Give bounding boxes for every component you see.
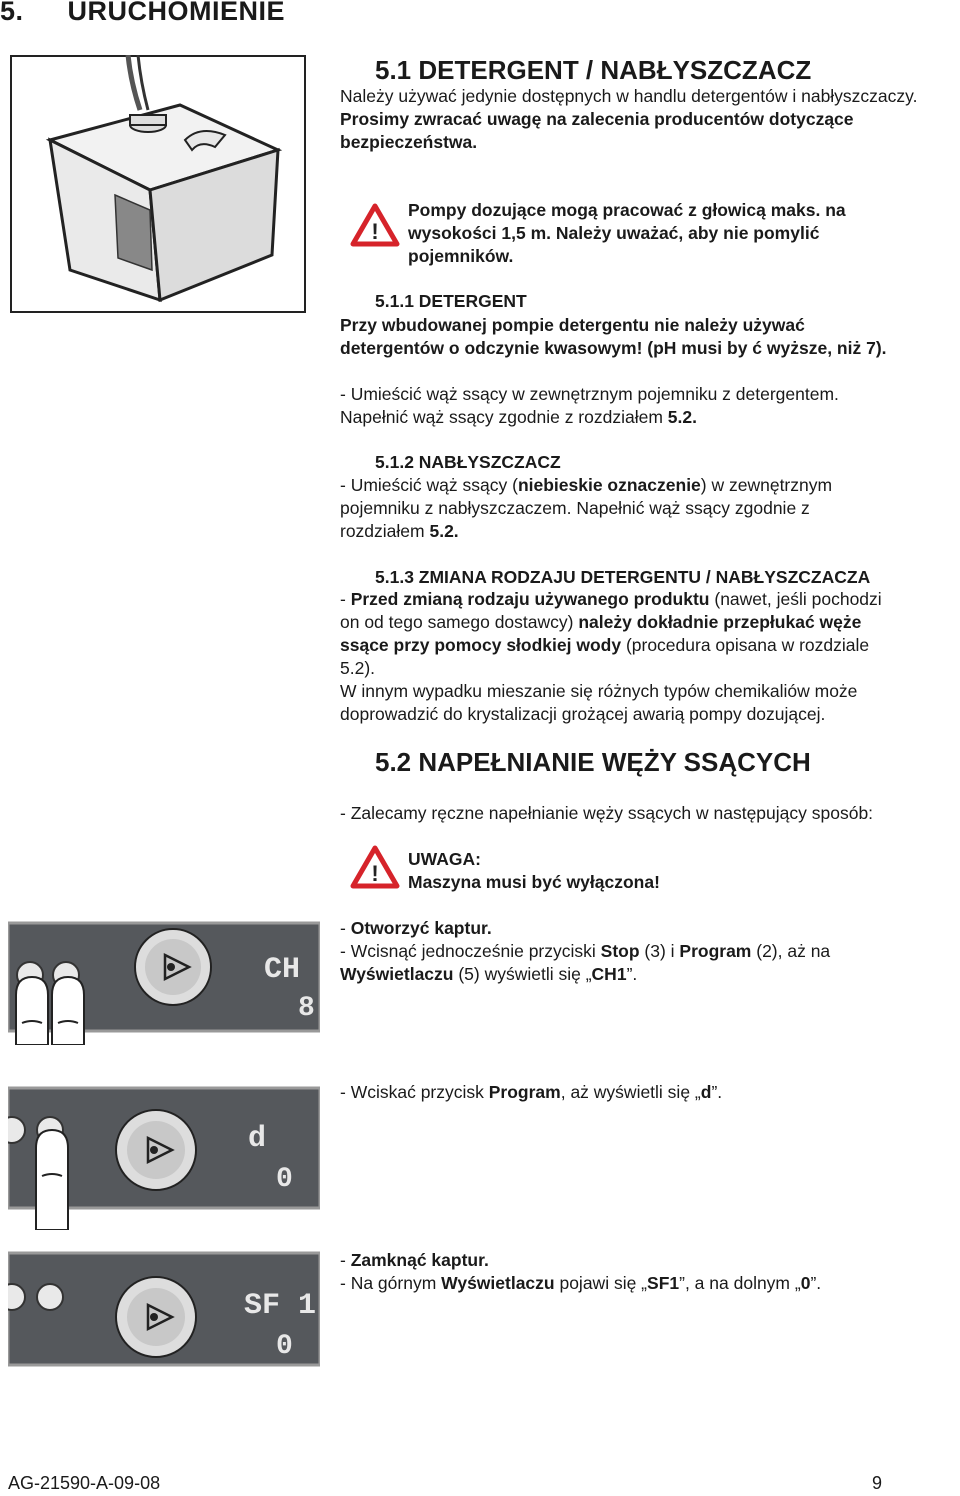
display-top: d: [248, 1122, 267, 1156]
display-bottom: 0: [276, 1164, 293, 1195]
canister-illustration: [10, 55, 310, 320]
display-bottom: 8: [298, 993, 315, 1024]
chapter-number: 5.: [0, 0, 24, 26]
warning-triangle-icon: [350, 203, 400, 247]
intro-text: Należy używać jedynie dostępnych w handlu detergentów i nabłyszczaczy.: [340, 86, 918, 106]
acid-warning-line: detergentów o odczynie kwasowym! (pH musi by ć wyższe, niż 7).: [340, 338, 887, 358]
step-open-hood: - Otworzyć kaptur. - Wcisnąć jednocześnie przyciski Stop (3) i Program (2), aż na Wyświetlaczu (5) wyświetli się „CH1”.: [340, 918, 831, 984]
svg-text:!: !: [371, 861, 379, 886]
section-5-1-heading: 5.1 DETERGENT / NABŁYSZCZACZ: [375, 55, 812, 85]
display-bottom: 0: [276, 1331, 293, 1362]
product-change-instructions: - Przed zmianą rodzaju używanego produktu (nawet, jeśli pochodzi on od tego samego dostawcy) należy dokładnie przepłukać węże ssące przy pomocy słodkiej wody (procedura opisana w rozdziale 5.2). W innym wypadku mieszanie się różnych typów chemikaliów może doprowadzić do krystalizacji grożącej awarią pompy dozującej.: [340, 589, 882, 724]
section-5-1-3-heading: 5.1.3 ZMIANA RODZAJU DETERGENTU / NABŁYSZCZACZA: [375, 567, 871, 587]
document-code: AG-21590-A-09-08: [8, 1473, 161, 1493]
section-5-2-intro: - Zalecamy ręczne napełnianie węży ssących w następujący sposób:: [340, 803, 874, 823]
chapter-title: URUCHOMIENIE: [67, 0, 286, 26]
display-top: CH: [264, 953, 301, 987]
pump-warning-line: Pompy dozujące mogą pracować z głowicą maks. na: [408, 200, 846, 220]
warning-text: Maszyna musi być wyłączona!: [408, 872, 660, 892]
section-5-1-intro: [340, 85, 955, 154]
warning-title: UWAGA:: [408, 849, 481, 869]
detergent-step-2: Napełnić wąż ssący zgodnie z rozdziałem 5.2.: [340, 407, 697, 427]
page-number: 9: [872, 1473, 883, 1493]
svg-text:!: !: [371, 219, 379, 244]
acid-warning: [340, 314, 955, 360]
control-panel-image-2: [8, 1080, 320, 1235]
control-panel-image-3: [8, 1245, 320, 1380]
chapter-heading: [0, 0, 285, 27]
rinse-aid-instructions: - Umieścić wąż ssący (niebieskie oznaczenie) w zewnętrznym pojemniku z nabłyszczaczem. Napełnić wąż ssący zgodnie z rozdziałem 5.2.: [340, 475, 833, 541]
acid-warning-line: Przy wbudowanej pompie detergentu nie należy używać: [340, 315, 805, 335]
control-panel-image-1: [8, 915, 320, 1050]
section-5-1-1-heading: 5.1.1 DETERGENT: [375, 291, 527, 311]
pump-warning-line: wysokości 1,5 m. Należy uważać, aby nie pomylić: [408, 223, 820, 243]
warning-triangle-icon: [350, 845, 400, 889]
step-close-hood: - Zamknąć kaptur. - Na górnym Wyświetlaczu pojawi się „SF1”, a na dolnym „0”.: [340, 1250, 822, 1293]
pump-warning: [408, 199, 958, 268]
intro-safety-text: Prosimy zwracać uwagę na zalecenia producentów dotyczące bezpieczeństwa.: [340, 109, 854, 152]
step-press-program: - Wciskać przycisk Program, aż wyświetli się „d”.: [340, 1082, 723, 1102]
section-5-1-2-heading: 5.1.2 NABŁYSZCZACZ: [375, 452, 561, 472]
machine-off-warning: [408, 848, 660, 894]
pump-warning-line: pojemników.: [408, 246, 514, 266]
detergent-step-1: - Umieścić wąż ssący w zewnętrznym pojemniku z detergentem.: [340, 384, 839, 404]
display-top: SF 1: [244, 1289, 317, 1323]
section-5-2-heading: 5.2 NAPEŁNIANIE WĘŻY SSĄCYCH: [375, 747, 811, 777]
detergent-instructions: [340, 383, 955, 429]
